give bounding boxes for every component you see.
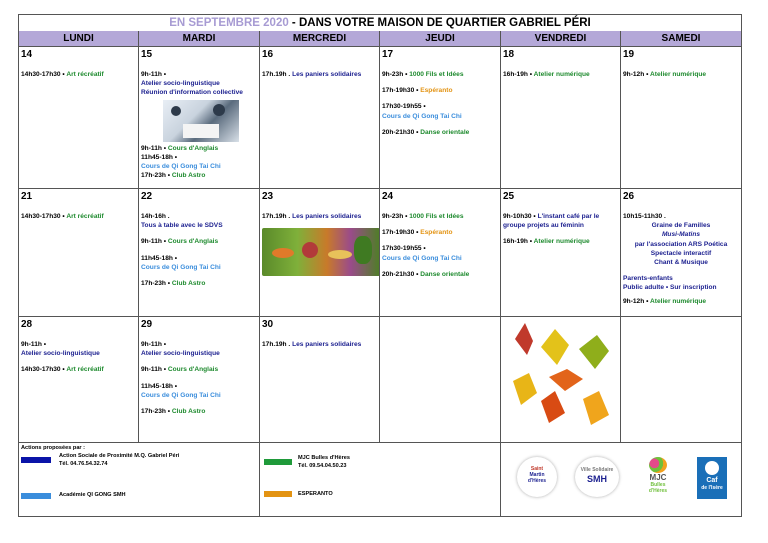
event-atelier-numerique: Atelier numérique <box>649 71 707 78</box>
event-time: 17h-23h • <box>141 172 172 180</box>
logo-mjc-bulles <box>641 457 675 503</box>
event-time: 14h30-17h30 <box>21 71 61 78</box>
day-cell-21 <box>19 189 139 317</box>
event-qigong: Cours de Qi Gong Tai Chi <box>141 391 221 399</box>
event-atelier-socio: Atelier socio-linguistique <box>21 350 100 358</box>
header-vendredi: VENDREDI <box>501 31 621 47</box>
day-number: 29 <box>141 319 153 330</box>
event-time: 20h-21h30 • <box>382 270 421 278</box>
event-esperanto: Espéranto <box>420 229 453 237</box>
event-qigong: Cours de Qi Gong Tai Chi <box>141 163 221 171</box>
event-paniers: Les paniers solidaires <box>292 213 362 220</box>
day-cell-24 <box>380 189 501 317</box>
event-time: 9h-23h • <box>382 213 410 220</box>
event-time: 9h-11h • <box>141 144 168 152</box>
event-art-recreatif: Art récréatif <box>66 213 104 220</box>
logo-text: Caf <box>706 477 718 484</box>
event-tous-a-table: Tous à table avec le SDVS <box>141 222 223 230</box>
event-separator: • <box>60 213 67 220</box>
vegetables-photo <box>262 228 380 276</box>
event-time: 9h-12h • <box>623 71 650 78</box>
logo-text: d'Hères <box>527 478 547 484</box>
logo-text: SMH <box>587 474 607 484</box>
event-atelier-numerique: Atelier numérique <box>533 71 590 78</box>
logo-caf-isere <box>697 457 727 499</box>
header-lundi: LUNDI <box>19 31 139 47</box>
event-time: 9h-11h • <box>141 71 167 78</box>
event-qigong: Cours de Qi Gong Tai Chi <box>141 263 221 271</box>
day-cell-14 <box>19 47 139 189</box>
legend-asp-label: Action Sociale de Proximité M.Q. Gabriel Péri <box>59 453 180 459</box>
title-month: EN SEPTEMBRE 2020 <box>169 17 289 29</box>
title-separator: - <box>288 17 299 29</box>
event-time: 9h-12h • <box>623 297 650 305</box>
event-atelier-numerique: Atelier numérique <box>649 297 707 305</box>
day-cell-22 <box>139 189 260 317</box>
event-time: 14h30-17h30 <box>21 366 61 374</box>
day-cell-26 <box>621 189 741 317</box>
day-cell-23 <box>260 189 380 317</box>
logo-text: MJC <box>649 473 667 482</box>
day-cell-17 <box>380 47 501 189</box>
event-qigong: Cours de Qi Gong Tai Chi <box>382 112 462 120</box>
event-danse: Danse orientale <box>420 270 470 278</box>
event-time: 11h45-18h • <box>141 382 178 390</box>
legend-mjc-label: MJC Bulles d'Hères <box>298 455 351 461</box>
calendar-sheet <box>18 14 742 517</box>
event-danse: Danse orientale <box>420 128 470 136</box>
event-graine-familles: Graine de Familles <box>651 222 711 230</box>
event-time: 17h.19h . <box>262 213 293 220</box>
day-cell-25 <box>501 189 621 317</box>
day-number: 17 <box>382 49 394 60</box>
event-time: 9h-11h • <box>141 341 167 348</box>
day-number: 22 <box>141 191 153 202</box>
day-number: 19 <box>623 49 635 60</box>
event-qigong: Cours de Qi Gong Tai Chi <box>382 254 462 262</box>
event-time: 16h-19h • <box>503 238 534 246</box>
logo-text: Martin <box>529 472 545 478</box>
logo-text: d'Hères <box>648 488 668 494</box>
event-time: 10h15-11h30 . <box>623 213 666 220</box>
day-cell-16 <box>260 47 380 189</box>
event-time: 17h.19h . <box>262 341 293 348</box>
logo-text: de l'Isère <box>701 485 723 491</box>
day-number: 23 <box>262 191 274 202</box>
page-title <box>19 15 741 32</box>
logo-ville-solidaire <box>575 457 619 497</box>
title-place: DANS VOTRE MAISON DE QUARTIER GABRIEL PÉRI <box>298 17 591 29</box>
event-atelier-socio: Atelier socio-linguistique <box>141 80 220 88</box>
event-fils-idees: 1000 Fils et Idées <box>409 71 464 78</box>
event-club-astro: Club Astro <box>171 280 206 288</box>
legend-color-lightblue <box>21 493 51 499</box>
event-anglais: Cours d'Anglais <box>167 238 219 246</box>
event-instant-cafe: L'instant café par le groupe projets au féminin <box>503 213 600 230</box>
header-jeudi: JEUDI <box>380 31 501 47</box>
logo-text: Ville Solidaire <box>580 467 614 473</box>
event-fils-idees: 1000 Fils et Idées <box>409 213 464 220</box>
event-separator: • <box>60 366 67 374</box>
meeting-photo <box>163 100 239 142</box>
day-cell-empty-thu <box>380 317 501 443</box>
day-number: 26 <box>623 191 635 202</box>
day-number: 24 <box>382 191 394 202</box>
legend-left <box>19 443 260 516</box>
event-art-recreatif: Art récréatif <box>66 71 104 78</box>
header-samedi: SAMEDI <box>621 31 741 47</box>
event-atelier-numerique: Atelier numérique <box>533 238 590 246</box>
legend-middle <box>260 443 501 516</box>
event-art-recreatif: Art récréatif <box>66 366 104 374</box>
event-ars-poetica: par l'association ARS Poética <box>634 240 728 248</box>
event-separator: • <box>60 71 67 78</box>
day-cell-28 <box>19 317 139 443</box>
legend-color-orange <box>264 491 292 497</box>
event-musi-matins: Musi-Matins <box>661 231 701 239</box>
header-mercredi: MERCREDI <box>260 31 380 47</box>
event-time: 17h-19h30 • <box>382 229 421 237</box>
event-parents-enfants: Parents-enfants <box>623 275 673 283</box>
event-time: 17h30-19h55 • <box>382 245 426 253</box>
event-anglais: Cours d'Anglais <box>167 366 219 374</box>
header-mardi: MARDI <box>139 31 260 47</box>
event-time: 14h-16h . <box>141 213 170 220</box>
event-time: 11h45-18h • <box>141 254 178 262</box>
event-time: 9h-11h • <box>21 341 47 348</box>
footer-legend <box>19 443 741 516</box>
partner-logos <box>501 443 741 516</box>
day-number: 18 <box>503 49 515 60</box>
event-time: 20h-21h30 • <box>382 128 421 136</box>
legend-qigong-label: Académie QI GONG SMH <box>59 492 126 498</box>
legend-heading: Actions proposées par : <box>21 445 86 451</box>
logo-text: Saint <box>530 466 544 472</box>
day-number: 16 <box>262 49 274 60</box>
event-public-adulte: Public adulte • Sur inscription <box>623 284 717 292</box>
logo-saint-martin-dheres <box>517 457 557 497</box>
day-cell-15 <box>139 47 260 189</box>
legend-color-green <box>264 459 292 465</box>
day-number: 25 <box>503 191 515 202</box>
event-anglais: Cours d'Anglais <box>167 144 219 152</box>
day-cell-18 <box>501 47 621 189</box>
legend-esperanto-label: ESPERANTO <box>298 491 333 497</box>
day-cell-19 <box>621 47 741 189</box>
event-reunion: Réunion d'information collective <box>141 89 243 97</box>
day-number: 28 <box>21 319 33 330</box>
event-paniers: Les paniers solidaires <box>292 71 362 78</box>
event-atelier-socio: Atelier socio-linguistique <box>141 350 220 358</box>
day-number: 14 <box>21 49 33 60</box>
event-club-astro: Club Astro <box>171 408 206 416</box>
event-time: 17h-23h • <box>141 408 172 416</box>
event-time: 9h-10h30 • <box>503 213 538 220</box>
event-time: 16h-19h • <box>503 71 534 78</box>
event-chant-musique: Chant & Musique <box>654 259 708 267</box>
legend-color-navy <box>21 457 51 463</box>
event-time: 17h-23h • <box>141 280 172 288</box>
event-spectacle: Spectacle interactif <box>650 249 712 257</box>
event-time: 17h30-19h55 • <box>382 103 426 111</box>
autumn-leaves-illustration <box>507 321 617 437</box>
day-number: 30 <box>262 319 274 330</box>
event-time: 9h-11h • <box>141 238 168 246</box>
event-time: 9h-11h • <box>141 366 168 374</box>
autumn-leaves-cell <box>501 317 621 443</box>
event-esperanto: Espéranto <box>420 87 453 95</box>
legend-mjc-phone: Tél. 09.54.04.50.23 <box>298 463 347 469</box>
event-time: 14h30-17h30 <box>21 213 61 220</box>
event-time: 11h45-18h • <box>141 153 178 161</box>
event-time: 9h-23h • <box>382 71 410 78</box>
day-cell-30 <box>260 317 380 443</box>
day-number: 15 <box>141 49 153 60</box>
event-club-astro: Club Astro <box>171 172 206 180</box>
day-number: 21 <box>21 191 33 202</box>
legend-asp-phone: Tél. 04.76.54.32.74 <box>59 461 108 467</box>
event-time: 17h.19h . <box>262 71 293 78</box>
logo-text: Bulles <box>650 482 666 488</box>
event-time: 17h-19h30 • <box>382 87 421 95</box>
day-cell-empty-sat <box>621 317 741 443</box>
day-cell-29 <box>139 317 260 443</box>
event-paniers: Les paniers solidaires <box>292 341 362 348</box>
